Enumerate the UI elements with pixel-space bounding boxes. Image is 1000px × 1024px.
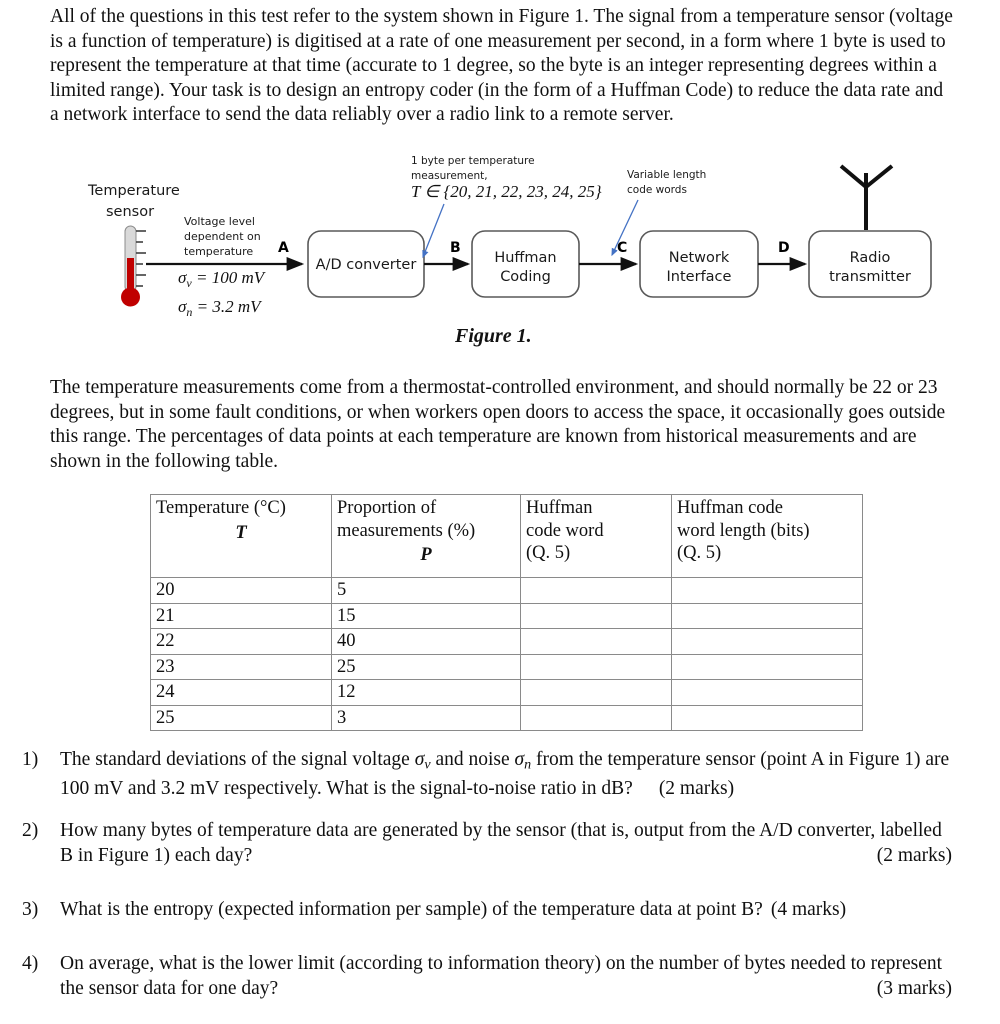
cell-code-word[interactable] (521, 654, 672, 680)
cell-temperature: 24 (151, 680, 332, 706)
table-row (151, 705, 863, 731)
cell-code-word[interactable] (521, 578, 672, 604)
table-row (151, 654, 863, 680)
table-row (151, 578, 863, 604)
sigma-n-value: $\sigma_n = 3.2$ mV (178, 297, 261, 319)
header-cell-proportion (332, 495, 521, 578)
sensor-note-line2: dependent on (184, 230, 261, 243)
question-1-sigma-n: σ (514, 749, 525, 770)
block-label-huffman-line2: Coding (500, 269, 551, 285)
cell-temperature: 21 (151, 603, 332, 629)
cell-proportion: 40 (332, 629, 521, 655)
thermometer-icon (121, 226, 146, 307)
question-3-text: What is the entropy (expected information per sample) of the temperature data at point B? (60, 899, 763, 920)
table-head (151, 495, 863, 578)
header-text-codeword-line3: (Q. 5) (526, 543, 571, 563)
cell-code-word[interactable] (521, 680, 672, 706)
figure-caption: Figure 1. (455, 325, 532, 347)
block-radio-transmitter (809, 231, 931, 297)
header-text-proportion-line1: Proportion of (337, 498, 437, 518)
cell-code-length[interactable] (672, 603, 863, 629)
cell-code-length[interactable] (672, 578, 863, 604)
cell-code-length[interactable] (672, 629, 863, 655)
sigma-v-value: $\sigma_v = 100$ mV (178, 268, 265, 290)
cell-proportion: 5 (332, 578, 521, 604)
question-3-marks: (4 marks) (770, 899, 847, 920)
block-label-network-line2: Interface (666, 269, 732, 285)
question-1-text-part1: The standard deviations of the signal voltage (60, 749, 415, 770)
question-1-text-part3: from the temperature sensor (point A in Figure 1) are 100 mV and 3.2 mV respectively. What is the signal-to-noise ratio in dB? (60, 749, 950, 799)
header-cell-temperature (151, 495, 332, 578)
block-label-huffman-line1: Huffman (494, 250, 557, 266)
table-row (151, 603, 863, 629)
cell-code-word[interactable] (521, 705, 672, 731)
question-2-body (60, 819, 952, 868)
cell-proportion: 12 (332, 680, 521, 706)
table-header-row (151, 495, 863, 578)
cell-proportion: 25 (332, 654, 521, 680)
question-2-number: 2) (22, 820, 39, 841)
question-2-marks: (2 marks) (876, 844, 952, 866)
header-text-proportion-line2: measurements (%) (337, 520, 476, 541)
point-label-a: A (278, 240, 289, 256)
question-1-sigma-v: σ (414, 749, 425, 770)
point-label-b: B (450, 240, 461, 256)
block-label-network-line1: Network (668, 250, 730, 266)
annotation-b-line3: T ∈ {20, 21, 22, 23, 24, 25} (411, 182, 602, 201)
header-text-codelength-line3: (Q. 5) (677, 543, 722, 563)
sensor-title-line2: sensor (106, 204, 155, 220)
annotation-b-line2: measurement, (411, 170, 488, 182)
annotation-b-leader (423, 204, 444, 257)
intro-paragraph: All of the questions in this test refer to the system shown in Figure 1. The signal from a temperature sensor (voltage is a function of temperature) is digitised at a rate of one measurement per second, in a form where 1 byte is used to represent the temperature at that time (accurate to 1 degree, so the byte is an integer representing degrees within a limited range). Your task is to design an entropy coder (in the form of a Huffman Code) to reduce the data rate and a network interface to send the data reliably over a radio link to a remote server. (50, 6, 953, 126)
antenna-icon (841, 166, 892, 230)
question-4-marks: (3 marks) (876, 977, 952, 999)
sensor-note-line3: temperature (184, 245, 254, 258)
block-label-radio-line1: Radio (849, 250, 891, 266)
header-text-temperature: Temperature (°C) (156, 498, 286, 518)
question-1-body (60, 748, 952, 802)
header-text-codelength-line2: word length (bits) (677, 520, 810, 541)
question-1-sigma-n-sub: n (524, 756, 532, 773)
cell-temperature: 23 (151, 654, 332, 680)
cell-proportion: 15 (332, 603, 521, 629)
question-3 (22, 898, 952, 923)
question-1-number: 1) (22, 749, 39, 770)
header-text-codeword-line2: code word (526, 520, 604, 541)
sensor-title-line1: Temperature (88, 183, 180, 199)
block-label-radio-line2: transmitter (829, 269, 911, 285)
cell-code-length[interactable] (672, 654, 863, 680)
cell-temperature: 20 (151, 578, 332, 604)
question-4-body (60, 952, 952, 1001)
question-1-sigma-v-sub: v (424, 756, 431, 773)
block-huffman-coding (472, 231, 579, 297)
annotation-b-line1: 1 byte per temperature (411, 155, 535, 167)
header-text-codeword-line1: Huffman (526, 498, 593, 518)
annotation-c-line2: code words (627, 184, 687, 196)
cell-code-length[interactable] (672, 680, 863, 706)
question-3-body (60, 898, 952, 923)
cell-proportion: 3 (332, 705, 521, 731)
header-symbol-p: P (420, 545, 432, 565)
sensor-note-line1: Voltage level (184, 215, 255, 228)
header-cell-code-word (521, 495, 672, 578)
block-ad-converter (308, 231, 424, 297)
point-label-d: D (778, 240, 790, 256)
header-symbol-t: T (235, 522, 247, 543)
question-3-number: 3) (22, 899, 39, 920)
block-label-ad-converter: A/D converter (315, 257, 417, 273)
question-1-marks: (2 marks) (658, 778, 735, 799)
cell-code-length[interactable] (672, 705, 863, 731)
context-paragraph: The temperature measurements come from a thermostat-controlled environment, and should normally be 22 or 23 degrees, but in some fault conditions, or when workers open doors to access the space, it occasionally goes outside this range. The percentages of data points at each temperature are known from historical measurements and are shown in the following table. (50, 377, 946, 472)
table-body (151, 578, 863, 731)
table-row (151, 629, 863, 655)
question-1-text-part2: and noise (430, 749, 515, 770)
block-network-interface (640, 231, 758, 297)
table-row (151, 680, 863, 706)
question-4-text: On average, what is the lower limit (according to information theory) on the number of bytes needed to represent the sensor data for one day? (60, 953, 943, 999)
question-2-text: How many bytes of temperature data are generated by the sensor (that is, output from the A/D converter, labelled B in Figure 1) each day? (60, 820, 942, 866)
cell-temperature: 22 (151, 629, 332, 655)
header-cell-code-length (672, 495, 863, 578)
question-2 (22, 819, 952, 868)
temperature-huffman-table (150, 494, 863, 731)
cell-temperature: 25 (151, 705, 332, 731)
question-1 (22, 748, 952, 802)
point-label-c: C (617, 240, 628, 256)
cell-code-word[interactable] (521, 603, 672, 629)
cell-code-word[interactable] (521, 629, 672, 655)
annotation-c-line1: Variable length (627, 169, 707, 181)
question-4 (22, 952, 952, 1001)
header-text-codelength-line1: Huffman code (677, 498, 783, 518)
question-4-number: 4) (22, 953, 39, 974)
